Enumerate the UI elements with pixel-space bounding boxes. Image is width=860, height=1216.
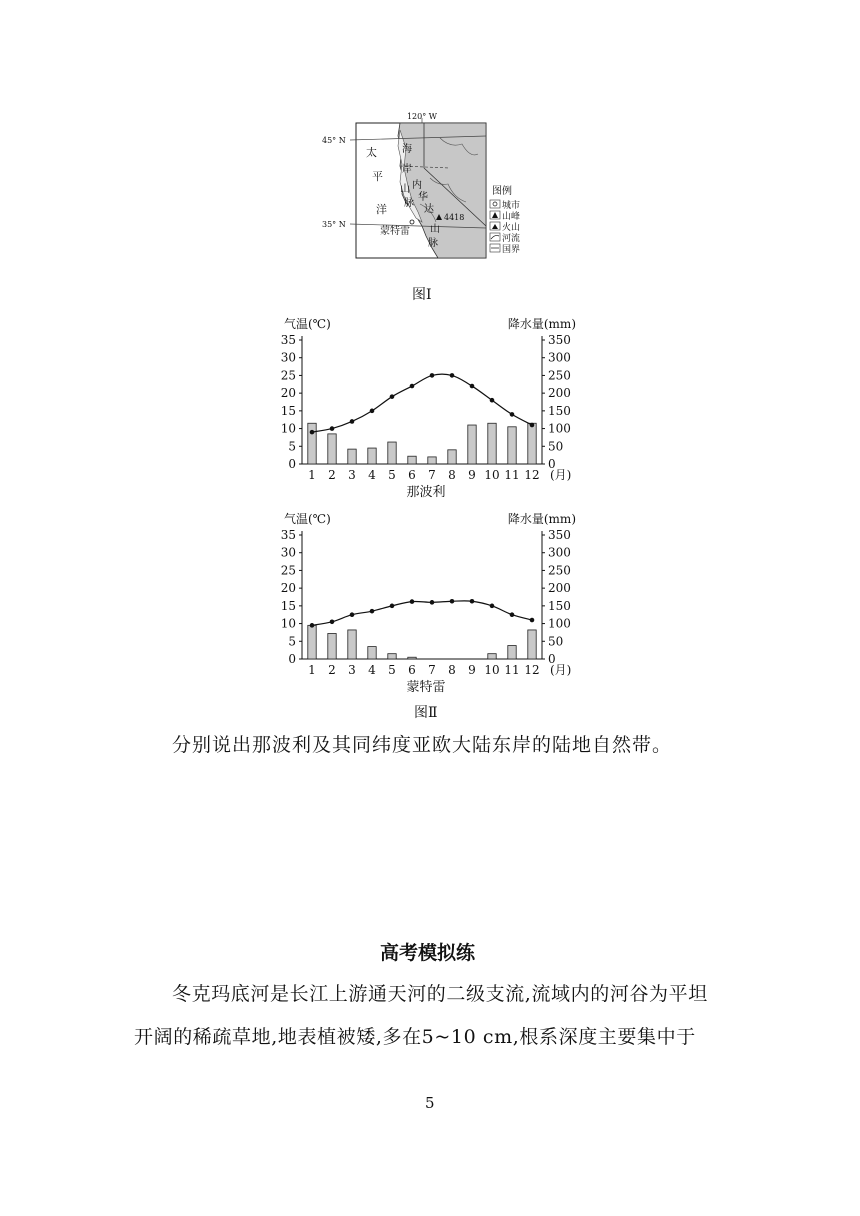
left-tick-label: 10 — [280, 421, 296, 436]
precip-bar — [508, 646, 516, 659]
section-heading: 高考模拟练 — [380, 942, 476, 964]
temperature-point — [450, 373, 455, 378]
month-label: 5 — [388, 663, 396, 677]
month-label: 10 — [484, 468, 500, 482]
right-tick-label: 300 — [548, 545, 571, 560]
svg-text:城市: 城市 — [502, 201, 521, 211]
station-name: 那波利 — [406, 485, 446, 500]
temperature-point — [490, 604, 495, 609]
precip-bar — [408, 657, 416, 659]
left-tick-label: 5 — [288, 439, 296, 454]
month-label: 12 — [524, 468, 540, 482]
range-label: 脉 — [404, 198, 414, 209]
legend-item — [490, 244, 520, 255]
left-axis-label: 气温(℃) — [284, 317, 331, 331]
temperature-point — [390, 604, 395, 609]
left-tick-label: 15 — [280, 598, 296, 613]
figure1-caption: 图Ⅰ — [412, 287, 432, 303]
lon-label: 120° W — [406, 112, 438, 121]
left-tick-label: 35 — [280, 333, 296, 347]
right-tick-label: 100 — [548, 421, 571, 436]
city-label: 蒙特雷 — [380, 226, 410, 237]
svg-text:山峰: 山峰 — [502, 212, 521, 222]
lat-label-45: 45° N — [322, 136, 346, 145]
left-tick-label: 20 — [280, 386, 296, 401]
right-tick-label: 150 — [548, 403, 571, 418]
precip-bar — [388, 442, 396, 464]
temperature-point — [370, 609, 375, 614]
temperature-point — [350, 612, 355, 617]
ocean-label: 平 — [372, 170, 383, 183]
x-unit-label: (月) — [550, 468, 572, 482]
temperature-point — [310, 623, 315, 628]
right-tick-label: 350 — [548, 528, 571, 542]
right-tick-label: 350 — [548, 333, 571, 347]
temperature-point — [430, 600, 435, 605]
month-label: 2 — [328, 663, 336, 677]
station-name: 蒙特雷 — [406, 680, 446, 695]
climate-chart-naples — [270, 312, 590, 502]
range-label: 山 — [430, 224, 440, 235]
question-text: 分别说出那波利及其同纬度亚欧大陆东岸的陆地自然带。 — [172, 734, 673, 756]
precip-bar — [328, 633, 336, 659]
temperature-point — [410, 599, 415, 604]
precip-bar — [308, 423, 316, 464]
legend-item — [490, 210, 520, 222]
month-label: 4 — [368, 663, 376, 677]
month-label: 1 — [308, 663, 316, 677]
left-tick-label: 5 — [288, 634, 296, 649]
temperature-point — [510, 412, 515, 417]
left-tick-label: 20 — [280, 581, 296, 596]
month-label: 4 — [368, 468, 376, 482]
city-icon — [493, 202, 497, 206]
right-tick-label: 200 — [548, 386, 571, 401]
peak-label: 4418 — [444, 213, 465, 222]
month-label: 8 — [448, 468, 456, 482]
right-tick-label: 0 — [548, 457, 556, 471]
temperature-point — [430, 373, 435, 378]
temperature-point — [470, 384, 475, 389]
legend-title: 图例 — [492, 186, 512, 197]
precip-bar — [348, 449, 356, 464]
month-label: 1 — [308, 468, 316, 482]
temperature-point — [510, 612, 515, 617]
svg-text:火山: 火山 — [502, 223, 521, 233]
left-tick-label: 25 — [280, 563, 296, 578]
left-tick-label: 0 — [288, 652, 296, 666]
right-tick-label: 300 — [548, 350, 571, 365]
range-label: 脉 — [428, 238, 438, 249]
climate-chart-monterey — [270, 507, 590, 699]
precip-bar — [368, 647, 376, 659]
month-label: 7 — [428, 663, 436, 677]
month-label: 3 — [348, 468, 356, 482]
passage-line: 冬克玛底河是长江上游通天河的二级支流,流域内的河谷为平坦 — [172, 983, 708, 1005]
ocean-label: 洋 — [376, 203, 387, 216]
precip-bar — [448, 450, 456, 464]
left-tick-label: 30 — [280, 350, 296, 365]
month-label: 6 — [408, 663, 416, 677]
temperature-point — [410, 384, 415, 389]
precip-bar — [388, 654, 396, 659]
precip-bar — [368, 448, 376, 464]
temperature-line — [312, 601, 532, 625]
temperature-point — [330, 620, 335, 625]
lat-label-35: 35° N — [322, 220, 346, 229]
legend-item — [490, 221, 520, 233]
month-label: 2 — [328, 468, 336, 482]
left-tick-label: 15 — [280, 403, 296, 418]
precip-bar — [528, 630, 536, 659]
right-tick-label: 50 — [548, 439, 564, 454]
temperature-line — [312, 374, 532, 432]
passage-line: 开阔的稀疏草地,地表植被矮,多在5~10 cm,根系深度主要集中于 — [134, 1026, 696, 1048]
month-label: 3 — [348, 663, 356, 677]
legend-item — [490, 232, 520, 244]
figure2-caption: 图Ⅱ — [414, 705, 438, 721]
figure1-map — [320, 108, 540, 260]
range-label: 山 — [400, 184, 410, 195]
precip-bar — [488, 423, 496, 464]
svg-text:国界: 国界 — [502, 245, 521, 255]
precip-bar — [468, 425, 476, 464]
temperature-point — [530, 618, 535, 623]
month-label: 8 — [448, 663, 456, 677]
left-tick-label: 35 — [280, 528, 296, 542]
month-label: 10 — [484, 663, 500, 677]
temperature-point — [330, 426, 335, 431]
x-unit-label: (月) — [550, 663, 572, 677]
precip-bar — [328, 434, 336, 464]
right-axis-label: 降水量(mm) — [507, 512, 576, 526]
right-tick-label: 0 — [548, 652, 556, 666]
temperature-point — [370, 409, 375, 414]
precip-bar — [308, 625, 316, 659]
range-label: 内 — [412, 180, 422, 191]
month-label: 6 — [408, 468, 416, 482]
range-label: 岸 — [402, 164, 412, 175]
month-label: 9 — [468, 468, 476, 482]
month-label: 7 — [428, 468, 436, 482]
precip-bar — [508, 427, 516, 464]
temperature-point — [350, 419, 355, 424]
right-tick-label: 50 — [548, 634, 564, 649]
legend-item — [490, 199, 520, 211]
temperature-point — [490, 398, 495, 403]
month-label: 11 — [504, 468, 520, 482]
right-tick-label: 250 — [548, 368, 571, 383]
temperature-point — [450, 599, 455, 604]
precip-bar — [488, 654, 496, 659]
right-tick-label: 200 — [548, 581, 571, 596]
left-tick-label: 10 — [280, 616, 296, 631]
temperature-point — [310, 430, 315, 435]
left-tick-label: 25 — [280, 368, 296, 383]
range-label: 达 — [424, 204, 434, 215]
temperature-point — [530, 423, 535, 428]
month-label: 5 — [388, 468, 396, 482]
range-label: 海 — [402, 144, 412, 155]
city-icon — [410, 220, 414, 224]
month-label: 12 — [524, 663, 540, 677]
range-label: 华 — [418, 192, 428, 203]
precip-bar — [348, 630, 356, 659]
left-tick-label: 30 — [280, 545, 296, 560]
left-axis-label: 气温(℃) — [284, 512, 331, 526]
right-tick-label: 100 — [548, 616, 571, 631]
right-axis-label: 降水量(mm) — [507, 317, 576, 331]
left-tick-label: 0 — [288, 457, 296, 471]
right-tick-label: 150 — [548, 598, 571, 613]
ocean-label: 太 — [366, 146, 377, 159]
page-number: 5 — [425, 1094, 435, 1112]
svg-text:河流: 河流 — [502, 234, 521, 244]
month-label: 11 — [504, 663, 520, 677]
temperature-point — [470, 599, 475, 604]
precip-bar — [528, 423, 536, 464]
precip-bar — [408, 456, 416, 464]
precip-bar — [428, 457, 436, 464]
right-tick-label: 250 — [548, 563, 571, 578]
temperature-point — [390, 394, 395, 399]
month-label: 9 — [468, 663, 476, 677]
